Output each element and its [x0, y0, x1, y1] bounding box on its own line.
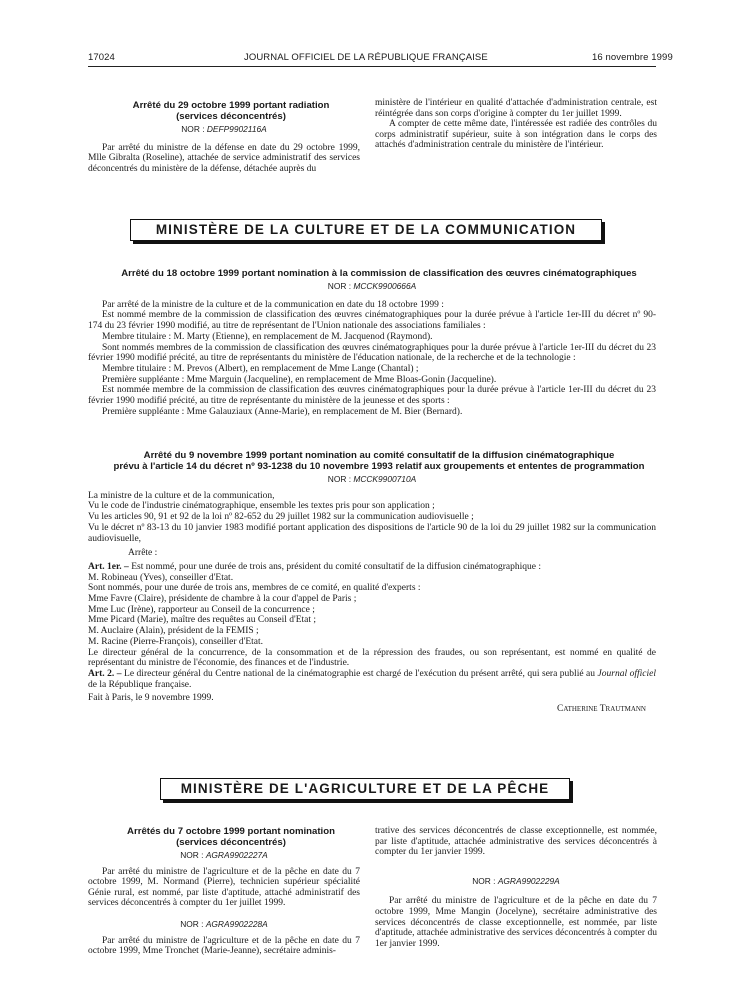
- culture2-signature: Catherine Trautmann: [556, 704, 646, 715]
- culture2-fait: Fait à Paris, le 9 novembre 1999.: [88, 693, 214, 704]
- page-number: 17024: [88, 52, 115, 63]
- defense-title-2: (services déconcentrés): [176, 111, 286, 122]
- nor-code: AGRA9902227A: [205, 850, 268, 860]
- culture2-title-2: prévu à l'article 14 du décret nº 93-1238 du 10 novembre 1993 relatif aux groupements et ententes de programmation: [113, 461, 645, 472]
- nor-code: AGRA9902229A: [497, 875, 560, 886]
- issue-date: 16 novembre 1999: [592, 52, 673, 63]
- defense-title-1: Arrêté du 29 octobre 1999 portant radiation: [132, 100, 330, 111]
- nor-prefix: NOR :: [180, 918, 206, 929]
- agri-title-2: (services déconcentrés): [176, 837, 286, 848]
- culture2-visa: Vu les articles 90, 91 et 92 de la loi nº 82-652 du 29 juillet 1982 sur la communication audiovisuelle ;: [88, 512, 474, 523]
- art2-text-b: de la République française.: [88, 679, 192, 690]
- agri-right-para2: Par arrêté du ministre de l'agriculture et de la pêche en date du 7 octobre 1999, Mme Mangin (Jocelyne), secrétaire administrative des services déconcentrés de classe exceptionnelle, est nommée, par liste d'aptitude, attachée administrative des services déconcentrés à compter du 1er janvier 1999.: [375, 896, 657, 949]
- art1-label: Art. 1er. –: [88, 561, 129, 572]
- art2-label: Art. 2. –: [88, 668, 122, 679]
- culture1-line: Première suppléante : Mme Galauziaux (Anne-Marie), en remplacement de M. Bier (Bernard).: [102, 406, 463, 417]
- agri-para2: Par arrêté du ministre de l'agriculture et de la pêche en date du 7 octobre 1999, Mme Tronchet (Marie-Jeanne), secrétaire adminis-: [88, 935, 360, 957]
- defense-nor: [88, 124, 360, 135]
- banner-ministere-culture: MINISTÈRE DE LA CULTURE ET DE LA COMMUNICATION: [130, 219, 602, 241]
- culture2-member: Mme Picard (Marie), maître des requêtes au Conseil d'Etat ;: [88, 615, 317, 626]
- culture1-line: Est nommé membre de la commission de classification des œuvres cinématographiques pour la durée prévue à l'article 1er-III du décret nº 90-174 du 23 février 1990 modifié, au titre de représentant de l'Union nationale des associations familiales :: [88, 310, 656, 332]
- banner-ministere-agriculture: MINISTÈRE DE L'AGRICULTURE ET DE LA PÊCHE: [160, 778, 570, 800]
- culture2-art1: [88, 562, 656, 573]
- art2-text-a: Le directeur général du Centre national de la cinématographie est chargé de l'exécution du présent arrêté, qui sera publié au: [121, 668, 598, 679]
- agri-arretes-right: [375, 826, 657, 949]
- culture2-title-1: Arrêté du 9 novembre 1999 portant nomination au comité consultatif de la diffusion cinématographique: [143, 450, 615, 461]
- agri-nor-2: [88, 919, 360, 930]
- culture-arrete-1: [88, 268, 656, 417]
- culture1-nor: [88, 281, 656, 292]
- culture2-president: M. Robineau (Yves), conseiller d'Etat.: [88, 572, 234, 583]
- nor-code: MCCK9900710A: [353, 474, 417, 484]
- culture1-line: Sont nommés membres de la commission de classification des œuvres cinématographiques pour la durée prévue à l'article 1er-III du décret du 23 février 1990 modifié précité, au titre de représentants du ministère de l'éducation nationale, de la recherche et de la technologie :: [88, 342, 656, 364]
- art2-italic: Journal officiel: [597, 668, 656, 679]
- culture2-member: Mme Favre (Claire), présidente de chambre à la cour d'appel de Paris ;: [88, 594, 357, 605]
- culture2-nor: [88, 474, 656, 485]
- nor-code: DEFP9902116A: [206, 124, 267, 134]
- nor-prefix: NOR :: [327, 281, 354, 291]
- agri-title-1: Arrêtés du 7 octobre 1999 portant nomination: [127, 826, 335, 837]
- nor-prefix: NOR :: [472, 875, 498, 886]
- nor-prefix: NOR :: [327, 474, 354, 484]
- defense-cont-para2: A compter de cette même date, l'intéressée est radiée des contrôles du corps administratif supérieur, suite à son intégration dans le corps des attachés d'administration centrale du ministère de l'intérieur.: [375, 119, 657, 151]
- agri-nor-3: [375, 876, 657, 887]
- culture2-member: M. Auclaire (Alain), président de la FEMIS ;: [88, 626, 259, 637]
- culture1-line: Première suppléante : Mme Marguin (Jacqueline), en remplacement de Mme Bloas-Gonin (Jacqueline).: [102, 374, 497, 385]
- nor-code: MCCK9900666A: [353, 281, 417, 291]
- defense-cont-para1: ministère de l'intérieur en qualité d'attachée d'administration centrale, est réintégrée dans son corps d'origine à compter du 1er juillet 1999.: [375, 98, 657, 119]
- culture1-line: Par arrêté de la ministre de la culture et de la communication en date du 18 octobre 1999 :: [102, 299, 444, 310]
- defense-arrete-cont: [375, 98, 657, 151]
- culture1-title: Arrêté du 18 octobre 1999 portant nomination à la commission de classification des œuvres cinématographiques: [121, 268, 637, 279]
- culture1-line: Membre titulaire : M. Prevos (Albert), en remplacement de Mme Lange (Chantal) ;: [102, 363, 419, 374]
- culture1-line: Membre titulaire : M. Marty (Etienne), en remplacement de M. Jacquenod (Raymond).: [102, 331, 433, 342]
- agri-arretes-left: [88, 826, 360, 957]
- culture2-member: Mme Luc (Irène), rapporteur au Conseil de la concurrence ;: [88, 604, 315, 615]
- culture2-visa: Vu le code de l'industrie cinématographique, ensemble les textes pris pour son application ;: [88, 501, 435, 512]
- agri-para1: Par arrêté du ministre de l'agriculture et de la pêche en date du 7 octobre 1999, M. Normand (Pierre), technicien supérieur spécialité Génie rural, est nommé, par liste d'aptitude, attaché administratif des services déconcentrés à compter du 1er juillet 1999.: [88, 866, 360, 909]
- defense-para: Par arrêté du ministre de la défense en date du 29 octobre 1999, Mlle Gibralta (Roseline), attachée de service administratif des services déconcentrés du ministère de la défense, détachée auprès du: [88, 142, 360, 174]
- art1-text: Est nommé, pour une durée de trois ans, président du comité consultatif de la diffusion cinématographique :: [128, 561, 541, 572]
- culture2-members-intro: Sont nommés, pour une durée de trois ans, membres de ce comité, en qualité d'experts :: [88, 583, 421, 594]
- nor-prefix: NOR :: [181, 124, 207, 134]
- culture1-line: Est nommée membre de la commission de classification des œuvres cinématographiques pour la durée prévue à l'article 1er-III du décret du 23 février 1990 modifié précité, au titre de représentante du ministère de la jeunesse et des sports :: [88, 385, 656, 407]
- culture2-art2: [88, 669, 656, 690]
- header-rule: [88, 66, 656, 67]
- culture-arrete-2: [88, 450, 656, 715]
- agri-right-para1: trative des services déconcentrés de classe exceptionnelle, est nommée, par liste d'aptitude, attachée administrative des services déconcentrés à compter du 1er janvier 1999.: [375, 826, 657, 858]
- agri-nor-1: [88, 850, 360, 861]
- culture2-visa: La ministre de la culture et de la communication,: [88, 490, 275, 501]
- culture2-arrete: Arrête :: [128, 548, 158, 559]
- culture2-member: M. Racine (Pierre-François), conseiller d'Etat.: [88, 636, 264, 647]
- culture2-directeur: Le directeur général de la concurrence, de la consommation et de la répression des fraudes, ou son représentant, est nommé en qualité de représentant du ministre de l'économie, des finances et de l'industrie.: [88, 647, 656, 669]
- nor-code: AGRA9902228A: [205, 918, 268, 929]
- defense-arrete: [88, 100, 360, 174]
- journal-title: JOURNAL OFFICIEL DE LA RÉPUBLIQUE FRANÇAISE: [244, 52, 488, 63]
- nor-prefix: NOR :: [180, 850, 206, 860]
- culture2-visa: Vu le décret nº 83-13 du 10 janvier 1983 modifié portant application des dispositions de l'article 90 de la loi du 29 juillet 1982 sur la communication audiovisuelle,: [88, 522, 656, 544]
